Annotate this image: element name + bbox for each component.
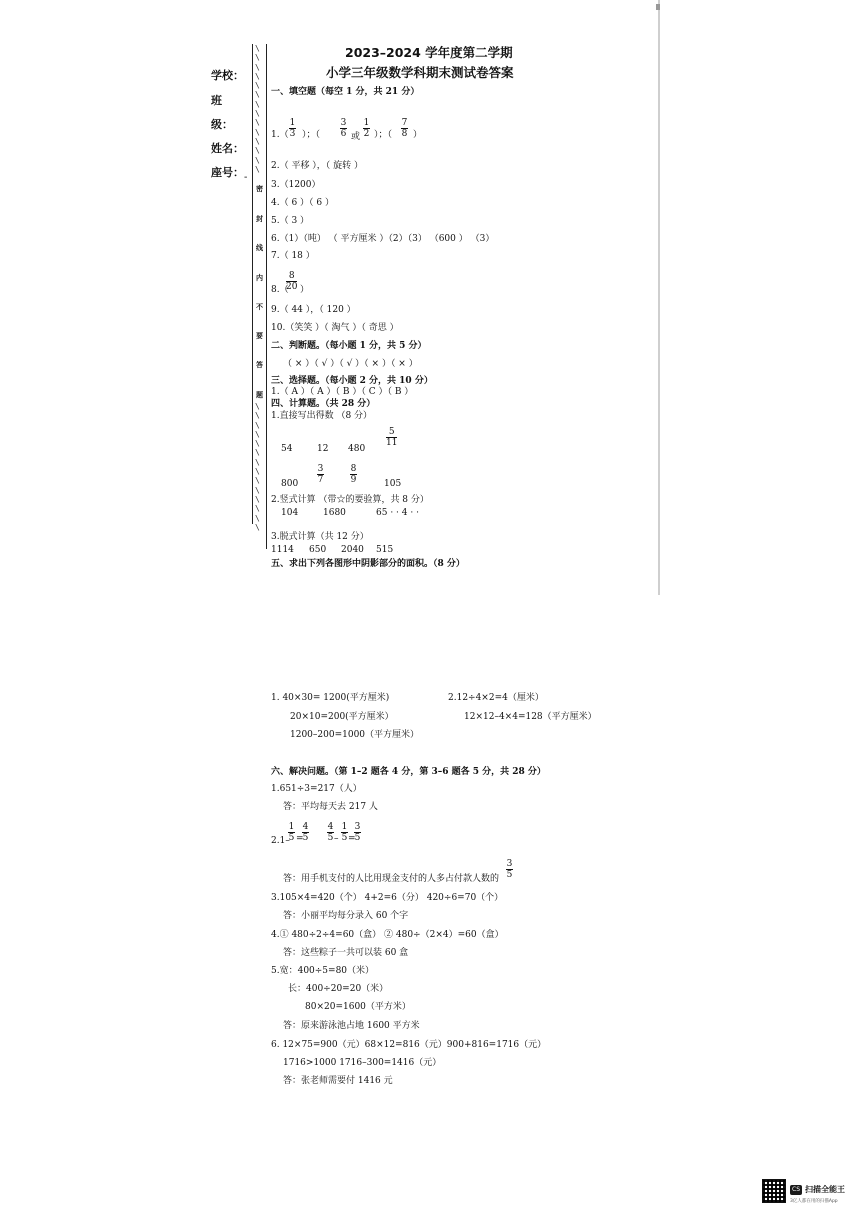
- seal-char-2: 封: [256, 214, 263, 223]
- vertical-calc-a: 104: [281, 508, 299, 518]
- section4-sub2: 2.竖式计算 （带☆的要验算，共 8 分）: [271, 495, 429, 505]
- problem1-answer: 答：平均每天去 217 人: [283, 802, 378, 812]
- seal-char-4: 内: [256, 273, 263, 282]
- calc-row2-d: 105: [384, 479, 402, 489]
- seal-char-7: 答: [256, 360, 263, 369]
- area-2-line1: 2.12÷4×2=4（厘米）: [448, 693, 544, 703]
- q1-fraction-2: 3 6: [340, 118, 347, 139]
- section3-answers: 1.（ A ）（ A ）（ B ）（ C ）（ B ）: [271, 387, 414, 397]
- vertical-calc-b: 1680: [323, 508, 346, 518]
- calc-row2-a: 800: [281, 479, 299, 489]
- seat-label: 座号：: [211, 166, 244, 179]
- q1-or: 或: [351, 132, 361, 142]
- q8-fraction: 8 20: [286, 271, 298, 292]
- step-calc-b: 650: [309, 545, 327, 555]
- scanner-tagline: 3亿人都在用的扫描App: [790, 1199, 838, 1204]
- seal-char-1: 密: [256, 184, 263, 193]
- seal-char-5: 不: [256, 302, 263, 311]
- section2-answers: （ × ）（ √ ）（ √ ）（ × ）（ × ）: [283, 359, 418, 369]
- step-calc-c: 2040: [341, 545, 364, 555]
- binding-line-left: [252, 44, 253, 524]
- seat-dash: -: [244, 172, 248, 183]
- q10-answer: 10.（笑笑 ）（ 淘气 ）（ 奇思 ）: [271, 323, 399, 333]
- problem1-calc: 1.651÷3=217（人）: [271, 784, 362, 794]
- seal-char-6: 要: [256, 331, 263, 340]
- class-label: 班: [211, 94, 222, 107]
- q1-sep1: ）；（: [302, 130, 321, 140]
- problem2-prefix: 2.1–: [271, 836, 290, 846]
- step-calc-a: 1114: [271, 545, 294, 555]
- school-label: 学校：: [211, 69, 244, 82]
- q8-end: ）: [300, 285, 310, 295]
- q1-fraction-3: 1 2: [363, 118, 370, 139]
- grade-label: 级：: [211, 118, 233, 131]
- vertical-calc-c: 65 · · 4 · ·: [376, 508, 419, 518]
- q5-answer: 5.（ 3 ）: [271, 216, 310, 226]
- q4-answer: 4.（ 6 ）（ 6 ）: [271, 198, 334, 208]
- problem3-calc: 3.105×4=420（个） 4+2=6（分） 420÷6=70（个）: [271, 893, 504, 903]
- scanner-logo-icon: CS: [792, 1186, 800, 1193]
- calc-row1-c: 480: [348, 444, 366, 454]
- step-calc-d: 515: [376, 545, 394, 555]
- q9-answer: 9.（ 44 ），（ 120 ）: [271, 305, 356, 315]
- doc-title-main: 小学三年级数学科期末测试卷答案: [326, 65, 514, 80]
- problem6-compare: 1716>1000 1716–300=1416（元）: [283, 1058, 442, 1068]
- q1-sep2: ）；（: [374, 130, 393, 140]
- area-1-line2: 20×10=200(平方厘米）: [290, 712, 394, 722]
- problem3-answer: 答：小丽平均每分录入 60 个字: [283, 911, 409, 921]
- area-2-line2: 12×12–4×4=128（平方厘米）: [464, 712, 597, 722]
- problem6-calc: 6. 12×75=900（元）68×12=816（元）900+816=1716（元）: [271, 1040, 547, 1050]
- section4-sub3: 3.脱式计算（共 12 分）: [271, 532, 369, 542]
- calc-row1-b: 12: [317, 444, 329, 454]
- problem2-eq1: =: [296, 834, 304, 844]
- problem5-length: 长：400÷20=20（米）: [288, 984, 389, 994]
- q1-prefix: 1.（: [271, 130, 289, 140]
- section5-heading: 五、求出下列各图形中阴影部分的面积。（8 分）: [271, 559, 465, 569]
- seal-char-3: 线: [256, 243, 263, 252]
- scan-mark: [656, 4, 660, 10]
- problem2-frac-b: 4 5: [302, 822, 309, 843]
- q1-fraction-4: 7 8: [401, 118, 408, 139]
- problem2-frac-a: 1 5: [288, 822, 295, 843]
- problem4-calc: 4.① 480÷2÷4=60（盒） ② 480÷（2×4）=60（盒）: [271, 930, 504, 940]
- problem5-answer: 答：原来游泳池占地 1600 平方米: [283, 1021, 420, 1031]
- scan-edge-line: [658, 0, 660, 595]
- seal-char-8: 题: [256, 390, 263, 399]
- problem2-minus: –: [334, 834, 339, 844]
- problem2-eq2: =: [348, 834, 356, 844]
- q2-answer: 2.（ 平移 ），（ 旋转 ）: [271, 161, 364, 171]
- binding-marks-top: \ \ \ \ \ \ \ \ \ \ \ \ \ \: [255, 44, 260, 174]
- problem4-answer: 答：这些粽子一共可以装 60 盒: [283, 948, 409, 958]
- section6-heading: 六、解决问题。（第 1–2 题各 4 分，第 3–6 题各 5 分，共 28 分）: [271, 767, 546, 777]
- scanner-brand: 扫描全能王: [805, 1185, 845, 1194]
- q1-fraction-1: 1 3: [289, 118, 296, 139]
- problem5-area: 80×20=1600（平方米）: [305, 1002, 411, 1012]
- section3-heading: 三、选择题。（每小题 2 分，共 10 分）: [271, 376, 433, 386]
- q3-answer: 3.（1200）: [271, 180, 321, 190]
- problem2-frac-c: 4 5: [327, 822, 334, 843]
- name-label: 姓名：: [211, 142, 244, 155]
- q6-answer: 6.（1）（吨） （ 平方厘米 ）（2）（3） （600 ） （3）: [271, 234, 495, 244]
- qr-code-icon: [762, 1179, 786, 1203]
- calc-row2-fraction-2: 8 9: [350, 464, 357, 485]
- q7-answer: 7.（ 18 ）: [271, 251, 315, 261]
- calc-row1-a: 54: [281, 444, 293, 454]
- q1-end: ）: [413, 130, 423, 140]
- section4-heading: 四、计算题。（共 28 分）: [271, 399, 376, 409]
- section2-heading: 二、判断题。（每小题 1 分，共 5 分）: [271, 341, 427, 351]
- calc-row1-fraction: 5 11: [386, 427, 398, 448]
- problem2-answer: 答：用手机支付的人比用现金支付的人多占付款人数的: [283, 874, 500, 884]
- doc-title-year: 2023–2024 学年度第二学期: [345, 45, 513, 60]
- problem6-answer: 答：张老师需要付 1416 元: [283, 1076, 393, 1086]
- calc-row2-fraction-1: 3 7: [317, 464, 324, 485]
- binding-marks-bottom: \ \ \ \ \ \ \ \ \ \ \ \ \ \: [255, 402, 260, 532]
- problem2-answer-fraction: 3 5: [506, 859, 513, 880]
- section4-sub1: 1.直接写出得数 （8 分）: [271, 411, 373, 421]
- q8-prefix: 8.（: [271, 285, 289, 295]
- problem2-frac-d: 1 5: [341, 822, 348, 843]
- area-1-line1: 1. 40×30= 1200(平方厘米): [271, 693, 390, 703]
- section1-heading: 一、填空题（每空 1 分，共 21 分）: [271, 87, 420, 97]
- binding-line-right: [266, 44, 267, 549]
- problem2-frac-e: 3 5: [354, 822, 361, 843]
- problem5-width: 5.宽：400÷5=80（米）: [271, 966, 375, 976]
- area-1-line3: 1200–200=1000（平方厘米）: [290, 730, 420, 740]
